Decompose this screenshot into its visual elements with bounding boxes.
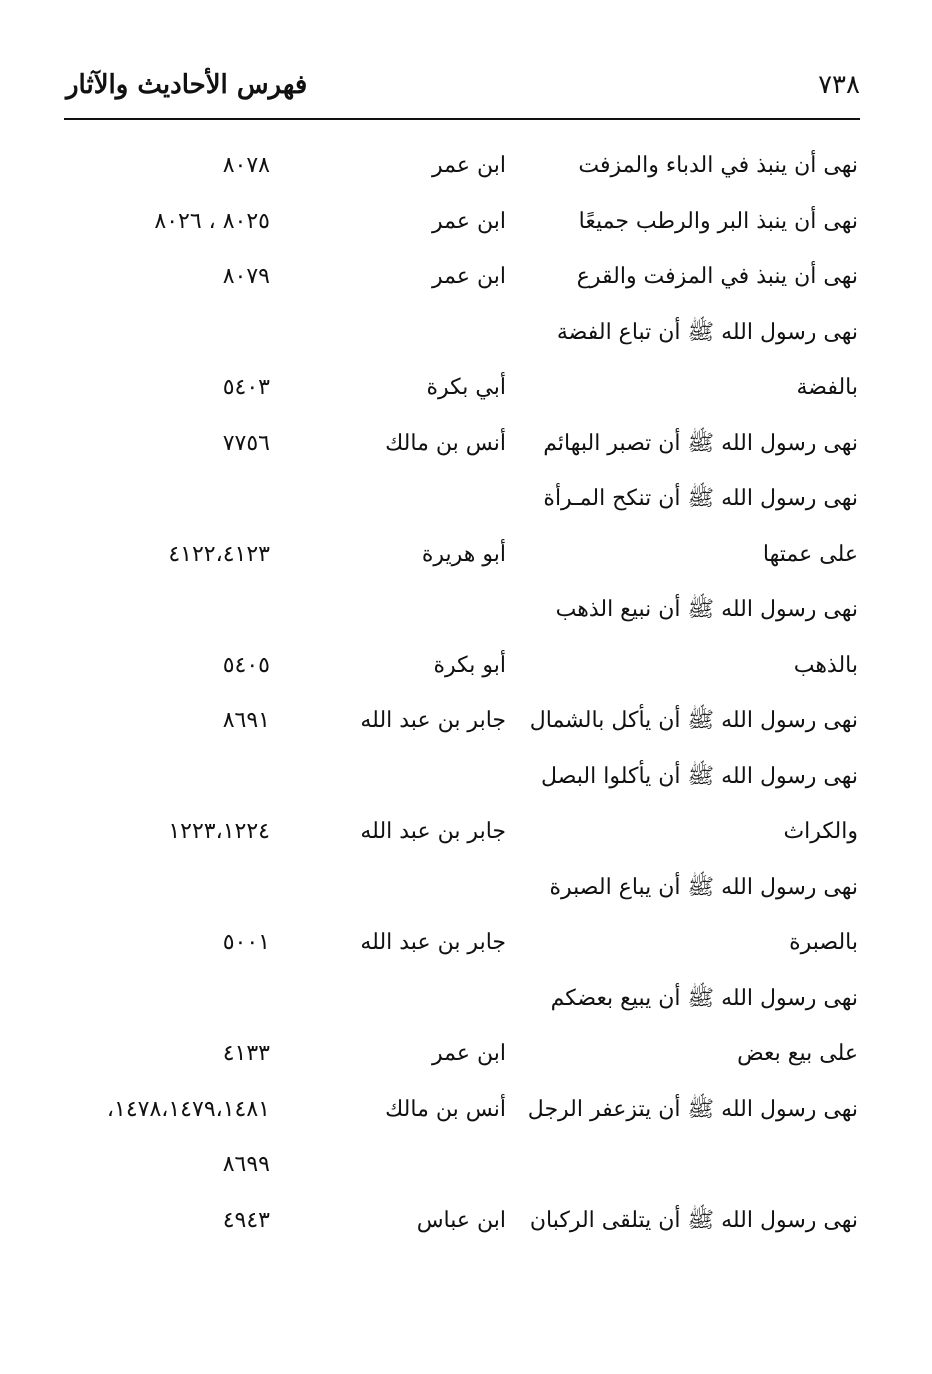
hadith-text: والكراث xyxy=(783,819,858,844)
index-row xyxy=(0,860,932,916)
reference-numbers: ١٢٢٣،١٢٢٤ xyxy=(168,819,270,844)
index-row xyxy=(0,138,932,194)
reference-numbers: ٨٦٩١ xyxy=(222,708,270,733)
hadith-text: بالصبرة xyxy=(789,930,858,955)
hadith-text: نهى رسول الله ﷺ أن يأكل بالشمال xyxy=(529,708,858,733)
narrator: ابن عمر xyxy=(432,208,506,234)
reference-numbers: ١٤٧٨،١٤٧٩،١٤٨١، xyxy=(106,1096,270,1122)
narrator: أنس بن مالك xyxy=(385,430,506,456)
reference-numbers: ٤١٢٢،٤١٢٣ xyxy=(168,541,270,567)
reference-numbers: ٥٤٠٥ xyxy=(222,652,270,678)
narrator: جابر بن عبد الله xyxy=(360,708,506,733)
index-row xyxy=(0,693,932,749)
hadith-text: نهى رسول الله ﷺ أن يبيع بعضكم xyxy=(550,985,858,1011)
reference-numbers: ٤٩٤٣ xyxy=(222,1207,270,1233)
index-row xyxy=(0,527,932,583)
index-row xyxy=(0,971,932,1027)
hadith-text: نهى أن ينبذ البر والرطب جميعًا xyxy=(578,208,858,234)
index-row xyxy=(0,1193,932,1249)
narrator: أنس بن مالك xyxy=(385,1096,506,1122)
index-row xyxy=(0,915,932,971)
narrator: أبو هريرة xyxy=(421,541,506,567)
narrator: جابر بن عبد الله xyxy=(360,819,506,844)
page-title: فهرس الأحاديث والآثار xyxy=(66,70,308,100)
narrator: أبو بكرة xyxy=(433,652,506,678)
index-row xyxy=(0,249,932,305)
narrator: جابر بن عبد الله xyxy=(360,930,506,955)
index-row xyxy=(0,582,932,638)
reference-numbers: ٤١٣٣ xyxy=(222,1041,270,1066)
index-row xyxy=(0,1026,932,1082)
hadith-text: نهى أن ينبذ في المزفت والقرع xyxy=(576,264,858,289)
reference-numbers: ٨٦٩٩ xyxy=(222,1152,270,1177)
hadith-text: نهى رسول الله ﷺ أن يأكلوا البصل xyxy=(541,763,858,789)
hadith-text: نهى رسول الله ﷺ أن تباع الفضة xyxy=(556,319,858,345)
index-row xyxy=(0,804,932,860)
hadith-index-list xyxy=(0,138,932,1248)
hadith-text: نهى رسول الله ﷺ أن يتلقى الركبان xyxy=(529,1207,858,1233)
hadith-text: نهى رسول الله ﷺ أن نبيع الذهب xyxy=(555,597,858,622)
narrator: ابن عمر xyxy=(432,1041,506,1066)
reference-numbers: ٨٠٧٩ xyxy=(222,264,270,289)
reference-numbers: ٧٧٥٦ xyxy=(222,430,270,456)
index-row xyxy=(0,360,932,416)
hadith-text: نهى رسول الله ﷺ أن تنكح المـرأة xyxy=(543,486,858,511)
reference-numbers: ٥٤٠٣ xyxy=(222,375,270,400)
narrator: ابن عباس xyxy=(416,1207,506,1233)
index-row xyxy=(0,194,932,250)
index-row xyxy=(0,1137,932,1193)
hadith-text: نهى رسول الله ﷺ أن تصبر البهائم xyxy=(543,430,858,456)
hadith-text: بالذهب xyxy=(793,652,858,678)
reference-numbers: ٨٠٢٥ ، ٨٠٢٦ xyxy=(154,208,270,234)
index-row xyxy=(0,1082,932,1138)
page-number: ٧٣٨ xyxy=(818,70,860,100)
header-rule xyxy=(64,118,860,120)
narrator: أبي بكرة xyxy=(426,375,506,400)
narrator: ابن عمر xyxy=(432,264,506,289)
narrator: ابن عمر xyxy=(432,153,506,178)
reference-numbers: ٥٠٠١ xyxy=(222,930,270,955)
hadith-text: نهى رسول الله ﷺ أن يتزعفر الرجل xyxy=(527,1096,858,1122)
index-row xyxy=(0,416,932,472)
index-row xyxy=(0,749,932,805)
hadith-text: نهى رسول الله ﷺ أن يباع الصبرة xyxy=(549,874,858,900)
hadith-text: بالفضة xyxy=(796,375,858,400)
reference-numbers: ٨٠٧٨ xyxy=(222,153,270,178)
index-row xyxy=(0,471,932,527)
hadith-text: على عمتها xyxy=(762,541,858,567)
hadith-text: على بيع بعض xyxy=(737,1041,858,1066)
index-row xyxy=(0,305,932,361)
hadith-text: نهى أن ينبذ في الدباء والمزفت xyxy=(578,153,858,178)
index-row xyxy=(0,638,932,694)
